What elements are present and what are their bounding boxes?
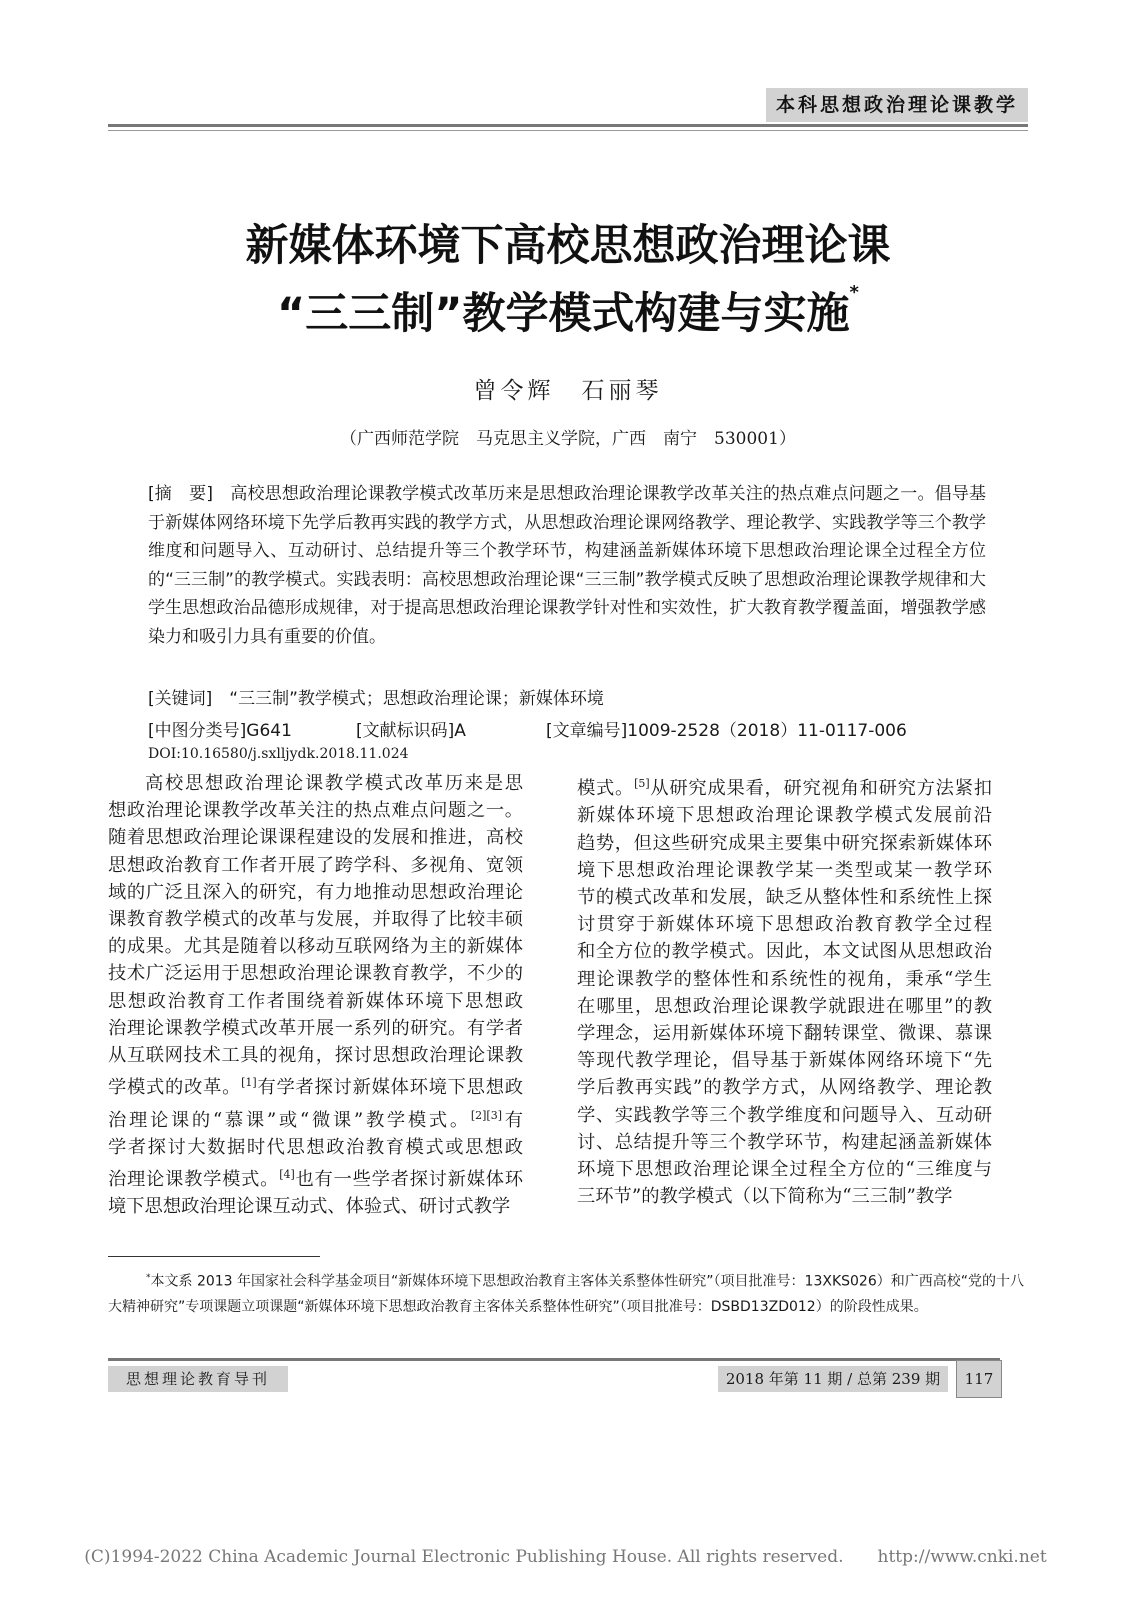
footnote-marker: * [146, 1273, 151, 1283]
issue-info: 2018 年第 11 期 / 总第 239 期 [718, 1366, 948, 1392]
keywords [148, 684, 604, 709]
page-number: 117 [956, 1360, 1002, 1398]
title-footnote-marker: * [849, 282, 859, 303]
citation-5: [5] [634, 777, 650, 790]
header-rule [108, 124, 1028, 127]
citation-1: [1] [241, 1076, 257, 1090]
footnote-text: 本文系 2013 年国家社会科学基金项目“新媒体环境下思想政治教育主客体关系整体性研究”（项目批准号：13XKS026）和广西高校“党的十八大精神研究”专项课题立项课题“新媒体环境下思想政治教育主客体关系整体性研究”（项目批准号：DSBD13ZD012）的阶段性成果。 [108, 1273, 1024, 1316]
citation-4: [4] [279, 1168, 295, 1182]
affiliation: （广西师范学院 马克思主义学院，广西 南宁 530001） [340, 429, 796, 449]
body-column-left: 高校思想政治理论课教学模式改革历来是思 想政治理论课教学改革关注的热点难点问题之一。 随着思想政治理论课课程建设的发展和推进，高校 思想政治教育工作者开展了跨学科、多视角、宽领 域的广泛且深入的研究，有力地推动思想政治理论 课教育教学模式的改革与发展，并取得了比较丰硕 的成果。尤其是随着以移动互联网络为主的新媒体 技术广泛运用于思想政治理论课教育教学，不少的 思想政治教育工作者围绕着新媒体环境下思想政 治理论课教学模式改革开展一系列的研究。有学者 从互联网技术工具的视角，探讨思想政治理论课教 学模式的改革。[1]有学者探讨新媒体环境下思想政 治理论课的“慕课”或“微课”教学模式。[2][3]有 学者探讨大数据时代思想政治教育模式或思想政 治理论课教学模式。[4]也有一些学者探讨新媒体环 境下思想政治理论课互动式、体验式、研讨式教学 [108, 773, 524, 1218]
body-column-right: 模式。[5]从研究成果看，研究视角和研究方法紧扣 新媒体环境下思想政治理论课教学模式发展前沿 趋势，但这些研究成果主要集中研究探索新媒体环 境下思想政治理论课教学某一类型或某一教学环 节的模式改革和发展，缺乏从整体性和系统性上探 讨贯穿于新媒体环境下思想政治教育教学全过程 和全方位的教学模式。因此，本文试图从思想政治 理论课教学的整体性和系统性的视角，秉承“学生 在哪里，思想政治理论课教学就跟进在哪里”的教 学理念，运用新媒体环境下翻转课堂、微课、慕课 等现代教学理论，倡导基于新媒体网络环境下“先 学后教再实践”的教学方式，从网络教学、理论教 学、实践教学等三个教学维度和问题导入、互动研 讨、总结提升等三个教学环节，构建起涵盖新媒体 环境下思想政治理论课全过程全方位的“三维度与 三环节”的教学模式（以下简称为“三三制”教学 [577, 777, 993, 1208]
copyright-notice: (C)1994-2022 China Academic Journal Electronic Publishing House. All rights reserved. http://www.cnki.net [84, 1547, 1047, 1567]
doi: DOI:10.16580/j.sxlljydk.2018.11.024 [148, 746, 409, 762]
abstract [148, 480, 986, 651]
citation-2-3: [2][3] [470, 1108, 503, 1122]
journal-name: 思想理论教育导刊 [108, 1366, 288, 1392]
header-rule-thin [108, 130, 1028, 131]
abstract-label: [摘 要] [148, 484, 213, 504]
footnote [108, 1266, 1028, 1321]
paper-title-line-2: “三三制”教学模式构建与实施* [277, 282, 859, 339]
footer-rule [108, 1358, 1000, 1361]
article-number: [文章编号]1009-2528（2018）11-0117-006 [546, 721, 907, 741]
section-header: 本科思想政治理论课教学 [766, 88, 1028, 122]
keywords-label: [关键词] [148, 689, 213, 709]
footnote-rule [108, 1256, 320, 1257]
clc-number: [中图分类号]G641 [148, 721, 292, 741]
paper-title-line-1: 新媒体环境下高校思想政治理论课 [245, 221, 891, 271]
abstract-text: 高校思想政治理论课教学模式改革历来是思想政治理论课教学改革关注的热点难点问题之一。倡导基于新媒体网络环境下先学后教再实践的教学方式，从思想政治理论课网络教学、理论教学、实践教学等三个教学维度和问题导入、互动研讨、总结提升等三个教学环节，构建涵盖新媒体环境下思想政治理论课全过程全方位的“三三制”的教学模式。实践表明：高校思想政治理论课“三三制”教学模式反映了思想政治理论课教学规律和大学生思想政治品德形成规律，对于提高思想政治理论课教学针对性和实效性，扩大教育教学覆盖面，增强教学感染力和吸引力具有重要的价值。 [148, 484, 987, 647]
keywords-text: “三三制”教学模式；思想政治理论课；新媒体环境 [229, 689, 604, 709]
document-code: [文献标识码]A [356, 721, 466, 741]
authors: 曾令辉 石丽琴 [473, 378, 663, 404]
